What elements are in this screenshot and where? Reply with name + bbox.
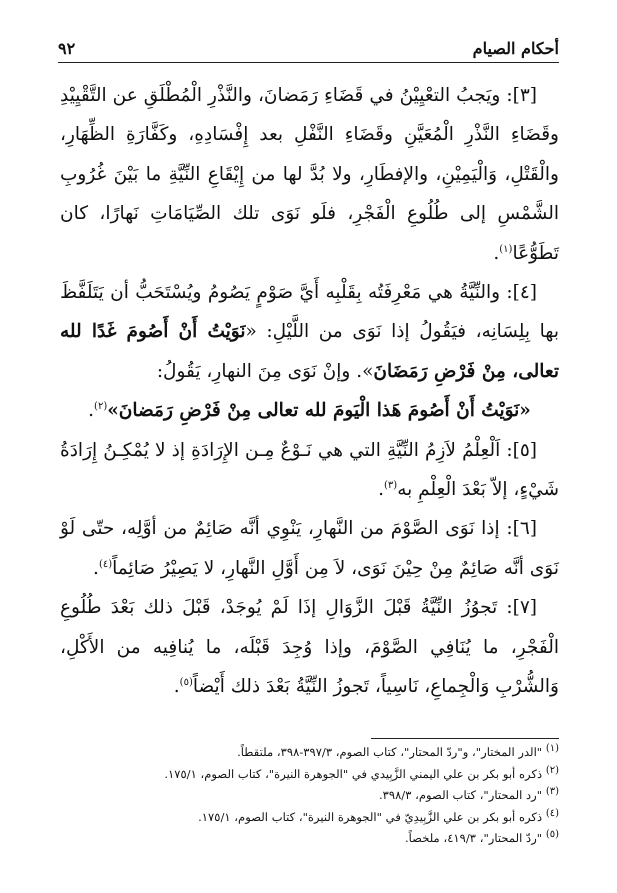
footnote-1: $^{(١)}$ "الدر المختار"، و"ردّ المحتار"، كتاب الصوم، ٣٩٧/٣-٣٩٨، ملتقطاً. <box>237 743 559 759</box>
footnote-3: $^{(٣)}$ "رد المحتار"، كتاب الصوم، ٣٩٨/٣. <box>378 786 559 802</box>
intention-formula-line: «نَوَيْتُ أَنْ أَصُومَ هَذا الْيَومَ لله تعالى مِنْ فَرْضِ رَمَضانَ»$^{(٢)}$. <box>88 400 531 422</box>
paragraph-6-text: [٦]: إذا نَوَى الصَّوْمَ من النَّهارِ، يَنْوِي أنَّه صَائِمٌ من أوَّلِه، حتّى لَوْ نَوَى أنَّه صَائِمٌ مِنْ حِيْنَ نَوَى، لاَ مِن أَوَّلِ النَّهارِ، لا يَصِيْرُ صَائِماً <box>60 518 559 579</box>
main-text <box>60 76 559 707</box>
footnote-ref-5[interactable]: (٥) <box>179 676 193 688</box>
paragraph-3-text: [٣]: ويَجبُ التعْيِيْنُ في قَضَاءِ رَمَضانَ، والنَّذْرِ الْمُطْلَقِ عن التَّقْيِيْدِ وقَضَاءِ النَّذْرِ الْمُعَيَّنِ وقَضَاءِ النَّفْلِ بعد إِفْسَادِهِ، وكَفَّارَةِ الظِّهَارِ، والْقَتْلِ، وَالْيَمِيْنِ، والإفطَارِ، ولا بُدَّ لها من إِيْقَاعِ النِّيَّةِ ما بَيْنَ غُرُوبِ الشَّمْسِ إلى طُلُوعِ الْفَجْرِ، فلَو نَوَى تلك الصِّيَامَاتِ نَهارًا، كان تَطَوُّعًا <box>60 85 559 264</box>
paragraph-3: [٣]: ويَجبُ التعْيِيْنُ في قَضَاءِ رَمَضانَ، والنَّذْرِ الْمُطْلَقِ عن التَّقْيِيْدِ وقَضَاءِ النَّذْرِ الْمُعَيَّنِ وقَضَاءِ النَّفْلِ بعد إِفْسَادِهِ، وكَفَّارَةِ الظِّهَارِ، والْقَتْلِ، وَالْيَمِيْنِ، والإفطَارِ، ولا بُدَّ لها من إِيْقَاعِ النِّيَّةِ ما بَيْنَ غُرُوبِ الشَّمْسِ إلى طُلُوعِ الْفَجْرِ، فلَو نَوَى تلك الصِّيَامَاتِ نَهارًا، كان تَطَوُّعًا$^{(١)}$. <box>60 85 559 264</box>
chapter-title: أحكام الصيام <box>472 39 559 58</box>
intention-formula-1: نَوَيْتُ أَنْ أَصُومَ غَدًا لله تعالى، مِنْ فَرْضِ رَمَضَانَ <box>60 321 559 382</box>
footnote-2: $^{(٢)}$ ذكره أبو بكر بن علي اليمني الزَّبِيدي في "الجوهرة النيرة"، كتاب الصوم، ١٧٥/١. <box>164 764 559 781</box>
footnote-5: $^{(٥)}$ "ردّ المحتار"، ٤١٩/٣، ملخصاً. <box>404 829 559 845</box>
paragraph-5: [٥]: اَلْعِلْمُ لاَزِمُ النِّيَّةِ التي هي نَـوْعٌ مِـن الإِرَادَةِ إذ لا يُمْكِـنُ إِرَادَةُ شَيْءٍ، إلاّ بَعْدَ الْعِلْمِ به$^{(٣)}$. <box>60 439 559 501</box>
paragraph-4-continuation: ». وإنْ نَوَى مِنَ النهارِ، يَقُولُ: <box>156 360 374 382</box>
footnote-ref-3[interactable]: (٣) <box>384 479 398 491</box>
paragraph-4 <box>60 273 559 391</box>
footnote-separator <box>371 738 559 739</box>
paragraph-7-text: [٧]: تَجوُزُ النِّيَّةُ قَبْلَ الزَّوَالِ إذَا لَمْ يُوجَدْ، قَبْلَ ذلك بَعْدَ طُلُوعِ الْفَجْرِ، ما يُنَافِي الصَّوْمَ، وإذا وُجِدَ قَبْلَه، ما يُنافِيه من الأَكْلِ، وَالشُّرْبِ وَالْجِماعِ، نَاسِياً، تَجوزُ النِّيَّةُ بَعْدَ ذلك أَيْضاً <box>60 597 559 698</box>
page-number: ٩٢ <box>58 39 76 58</box>
paragraph-6: [٦]: إذا نَوَى الصَّوْمَ من النَّهارِ، يَنْوِي أنَّه صَائِمٌ من أوَّلِه، حتّى لَوْ نَوَى أنَّه صَائِمٌ مِنْ حِيْنَ نَوَى، لاَ مِن أَوَّلِ النَّهارِ، لا يَصِيْرُ صَائِماً$^{(٤)}$. <box>60 518 559 579</box>
footnote-ref-4[interactable]: (٤) <box>98 558 113 570</box>
running-header <box>58 30 559 58</box>
paragraph-4-text: [٤]: والنِّيَّةُ هي مَعْرِفَتُه بِقَلْبِه أَيَّ صَوْمٍ يَصُومُ ويُسْتَحَبُّ أن يَتَلَفَّظَ بها بِلِسَانِه، فيَقُولُ إذا نَوَى من اللَّيْلِ: « <box>60 282 559 343</box>
footnotes <box>60 742 559 850</box>
paragraph-5-text: [٥]: اَلْعِلْمُ لاَزِمُ النِّيَّةِ التي هي نَـوْعٌ مِـن الإِرَادَةِ إذ لا يُمْكِـنُ إِرَادَةُ شَيْءٍ، إلاّ بَعْدَ الْعِلْمِ به <box>60 439 559 501</box>
footnote-ref-1[interactable]: (١) <box>499 243 513 255</box>
footnote-4: $^{(٤)}$ ذكره أبو بكر بن علي الزَّبِيدِيّ في "الجوهرة النيرة"، كتاب الصوم، ١٧٥/١. <box>198 807 559 824</box>
footnote-ref-2[interactable]: (٢) <box>94 401 108 413</box>
header-rule <box>58 62 559 63</box>
intention-formula-2: نَوَيْتُ أَنْ أَصُومَ هَذا الْيَومَ لله تعالى مِنْ فَرْضِ رَمَضانَ <box>118 400 520 422</box>
paragraph-7: [٧]: تَجوُزُ النِّيَّةُ قَبْلَ الزَّوَالِ إذَا لَمْ يُوجَدْ، قَبْلَ ذلك بَعْدَ طُلُوعِ الْفَجْرِ، ما يُنَافِي الصَّوْمَ، وإذا وُجِدَ قَبْلَه، ما يُنافِيه من الأَكْلِ، وَالشُّرْبِ وَالْجِماعِ، نَاسِياً، تَجوزُ النِّيَّةُ بَعْدَ ذلك أَيْضاً$^{(٥)}$. <box>60 597 559 698</box>
